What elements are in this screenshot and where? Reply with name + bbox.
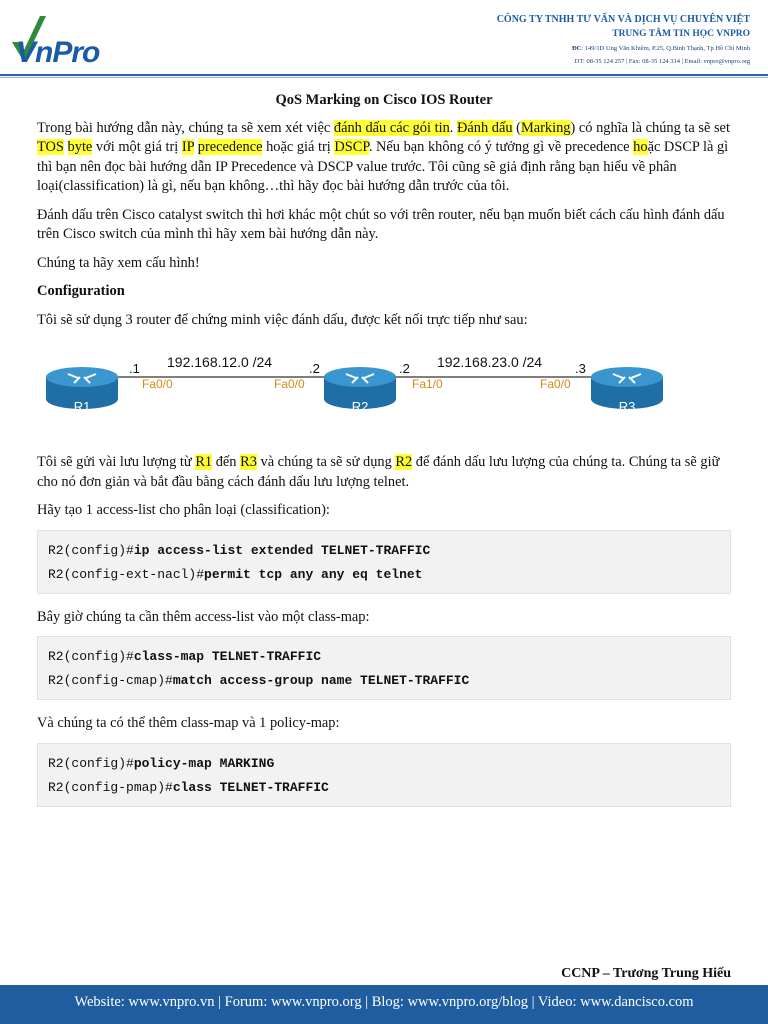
r1-host-id: .1 [129,361,140,376]
network-label-2: 192.168.23.0 /24 [437,354,543,370]
paragraph-switch: Đánh dấu trên Cisco catalyst switch thì hơi khác một chút so với trên router, nếu bạn muốn biết cách cấu hình đánh dấu trên Cisco switch của mình thì hãy xem bài hướng dẫn này. [37,206,725,242]
page-header [0,0,768,75]
document-title: QoS Marking on Cisco IOS Router [275,92,493,108]
document-body [37,91,731,821]
heading-configuration: Configuration [37,283,125,299]
paragraph-acl-intro: Hãy tạo 1 access-list cho phân loại (classification): [37,502,330,518]
paragraph-classmap-intro: Bây giờ chúng ta cần thêm access-list vào một class-map: [37,608,370,625]
footer-links: Website: www.vnpro.vn | Forum: www.vnpro.org | Blog: www.vnpro.org/blog | Video: www.dancisco.com [74,994,694,1010]
logo-text: VnPro [16,36,100,69]
r3-interface: Fa0/0 [540,377,571,391]
network-diagram [37,339,731,439]
r2-interface-left: Fa0/0 [274,377,305,391]
paragraph-topology-intro: Tôi sẽ sử dụng 3 router để chứng minh việc đánh dấu, được kết nối trực tiếp như sau: [37,311,528,328]
code-line: R2(config-ext-nacl)#permit tcp any any eq telnet [48,566,423,582]
company-address: ĐC: 149/1D Ung Văn Khiêm, P.25, Q.Bình Thạnh, Tp Hồ Chí Minh [571,45,750,52]
center-name: TRUNG TÂM TIN HỌC VNPRO [612,29,750,39]
r2-host-id-left: .2 [309,361,320,376]
code-block-classmap [37,636,731,700]
company-name: CÔNG TY TNHH TƯ VẤN VÀ DỊCH VỤ CHUYÊN VIỆT [496,14,750,25]
paragraph-intro: Trong bài hướng dẫn này, chúng ta sẽ xem xét việc đánh dấu các gói tin. Đánh dấu (Marking) có nghĩa là chúng ta sẽ set TOS byte với một giá trị IP precedence hoặc giá trị DSCP. Nếu bạn không có ý tưởng gì về precedence hoặc DSCP là gì thì bạn nên đọc bài hướng dẫn IP Precedence và DSCP value trước. Tôi cũng sẽ giả định rằng bạn hiểu về phân loại(classification) là gì, nếu bạn không…thì hãy đọc bài hướng dẫn trước của tôi. [37,119,730,194]
topology-svg [37,339,731,439]
header-divider [0,74,768,76]
header-divider-thin [0,77,768,78]
paragraph-traffic: Tôi sẽ gửi vài lưu lượng từ R1 đến R3 và chúng ta sẽ sử dụng R2 để đánh dấu lưu lượng của chúng ta. Chúng ta sẽ giữ cho nó đơn giản và bắt đầu bằng cách đánh dấu lưu lượng telnet. [37,454,720,490]
code-block-acl [37,530,731,594]
code-block-policymap [37,743,731,807]
router-label-r3: R3 [618,399,636,414]
company-info [497,14,750,65]
footer-author: CCNP – Trương Trung Hiếu [561,966,731,981]
paragraph-policymap-intro: Và chúng ta có thể thêm class-map và 1 policy-map: [37,715,340,731]
paragraph-lets-see: Chúng ta hãy xem cấu hình! [37,254,200,271]
code-line: R2(config)#class-map TELNET-TRAFFIC [48,649,322,664]
company-contact: DT: 08-35 124 257 | Fax: 08-35 124 314 | Email: vnpro@vnpro.org [574,58,750,65]
code-line: R2(config-pmap)#class TELNET-TRAFFIC [48,779,329,795]
code-line: R2(config)#policy-map MARKING [48,755,275,771]
code-line: R2(config-cmap)#match access-group name TELNET-TRAFFIC [48,673,470,688]
r2-host-id-right: .2 [399,361,410,376]
code-line: R2(config)#ip access-list extended TELNET-TRAFFIC [48,542,431,558]
router-label-r1: R1 [73,399,91,414]
vnpro-logo [10,12,110,68]
r2-interface-right: Fa1/0 [412,377,443,391]
router-label-r2: R2 [351,399,369,414]
r1-interface: Fa0/0 [142,377,173,391]
network-label-1: 192.168.12.0 /24 [167,354,273,370]
r3-host-id: .3 [575,361,586,376]
